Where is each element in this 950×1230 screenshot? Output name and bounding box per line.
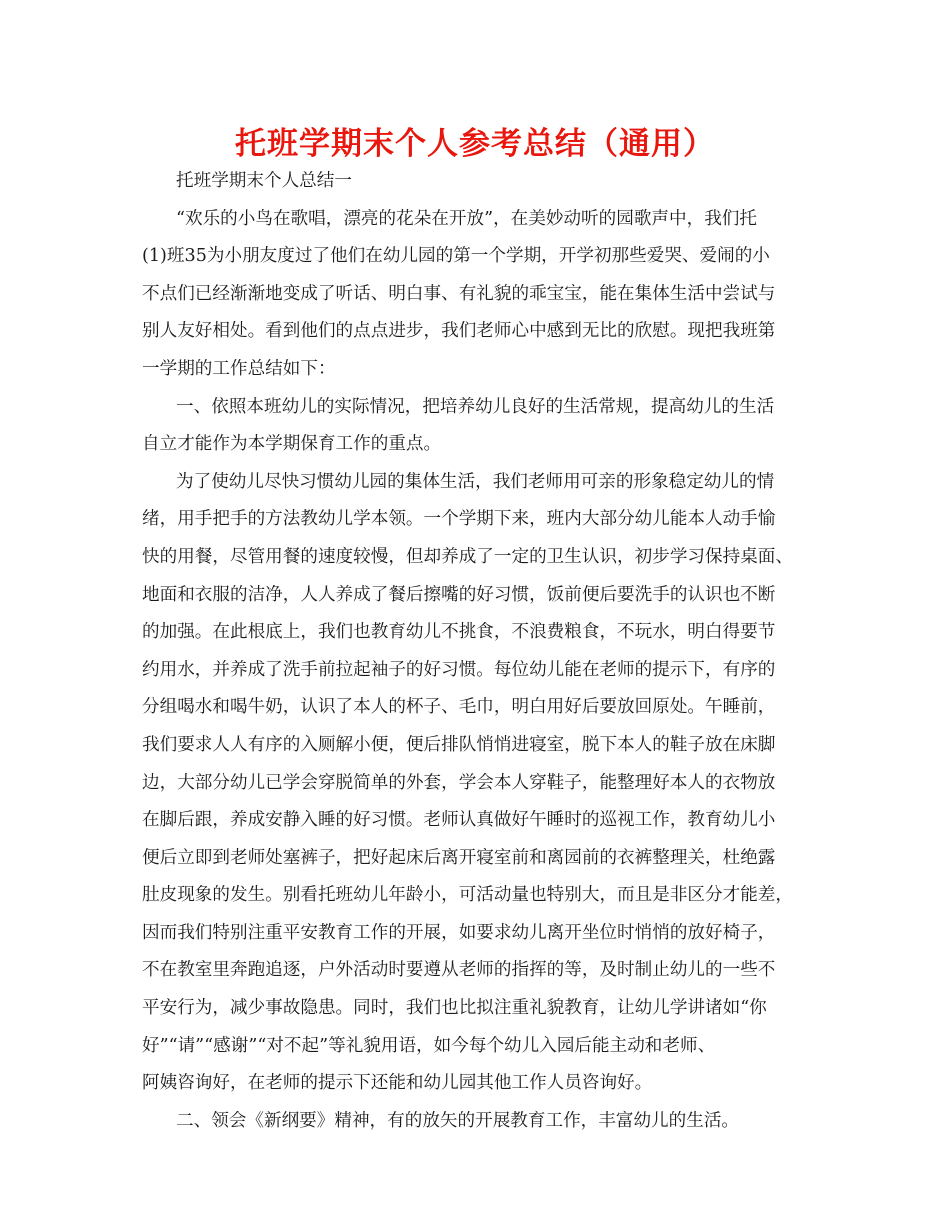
body-line: 边，大部分幼儿已学会穿脱简单的外套，学会本人穿鞋子，能整理好本人的衣物放 <box>142 772 776 793</box>
body-line: 好”“请”“感谢”“对不起”等礼貌用语，如今每个幼儿入园后能主动和老师、 <box>142 1035 716 1056</box>
body-line: 不点们已经渐渐地变成了听话、明白事、有礼貌的乖宝宝，能在集体生活中尝试与 <box>142 283 776 304</box>
body-line: 地面和衣服的洁净，人人养成了餐后擦嘴的好习惯，饭前便后要洗手的认识也不断 <box>142 584 776 605</box>
body-line: (1)班35为小朋友度过了他们在幼儿园的第一个学期，开学初那些爱哭、爱闹的小 <box>142 246 770 267</box>
body-line: 一、依照本班幼儿的实际情况，把培养幼儿良好的生活常规，提高幼儿的生活 <box>176 396 775 417</box>
document-title: 托班学期末个人参考总结（通用） <box>235 126 715 162</box>
body-line: 阿姨咨询好，在老师的提示下还能和幼儿园其他工作人员咨询好。 <box>142 1073 653 1094</box>
body-line: 不在教室里奔跑追逐，户外活动时要遵从老师的指挥的等，及时制止幼儿的一些不 <box>142 960 776 981</box>
body-line: 为了使幼儿尽快习惯幼儿园的集体生活，我们老师用可亲的形象稳定幼儿的情 <box>176 471 775 492</box>
body-line: 绪，用手把手的方法教幼儿学本领。一个学期下来，班内大部分幼儿能本人动手愉 <box>142 509 776 530</box>
body-line: 的加强。在此根底上，我们也教育幼儿不挑食，不浪费粮食，不玩水，明白得要节 <box>142 622 776 643</box>
body-line: 托班学期末个人总结一 <box>176 171 352 191</box>
body-line: 在脚后跟，养成安静入睡的好习惯。老师认真做好午睡时的巡视工作，教育幼儿小 <box>142 810 776 831</box>
body-line: 自立才能作为本学期保育工作的重点。 <box>142 434 442 455</box>
body-line: 分组喝水和喝牛奶，认识了本人的杯子、毛巾，明白用好后要放回原处。午睡前， <box>142 697 776 718</box>
body-line: 快的用餐，尽管用餐的速度较慢，但却养成了一定的卫生认识，初步学习保持桌面、 <box>142 546 793 567</box>
body-line: 我们要求人人有序的入厕解小便，便后排队悄悄进寝室，脱下本人的鞋子放在床脚 <box>142 734 776 755</box>
body-line: 一学期的工作总结如下： <box>142 358 336 379</box>
body-line: 因而我们特别注重平安教育工作的开展，如要求幼儿离开坐位时悄悄的放好椅子， <box>142 922 776 943</box>
body-line: 别人友好相处。看到他们的点点进步，我们老师心中感到无比的欣慰。现把我班第 <box>142 321 776 342</box>
document-body <box>142 163 814 1140</box>
body-line: 肚皮现象的发生。别看托班幼儿年龄小，可活动量也特别大，而且是非区分才能差， <box>142 885 793 906</box>
body-line: 约用水，并养成了洗手前拉起袖子的好习惯。每位幼儿能在老师的提示下，有序的 <box>142 659 776 680</box>
body-line: “欢乐的小鸟在歌唱，漂亮的花朵在开放”，在美妙动听的园歌声中，我们托 <box>176 208 757 229</box>
body-line: 平安行为，减少事故隐患。同时，我们也比拟注重礼貌教育，让幼儿学讲诸如“你 <box>142 998 767 1019</box>
body-line: 二、领会《新纲要》精神，有的放矢的开展教育工作，丰富幼儿的生活。 <box>176 1110 740 1131</box>
body-line: 便后立即到老师处塞裤子，把好起床后离开寝室前和离园前的衣裤整理关，杜绝露 <box>142 847 776 868</box>
